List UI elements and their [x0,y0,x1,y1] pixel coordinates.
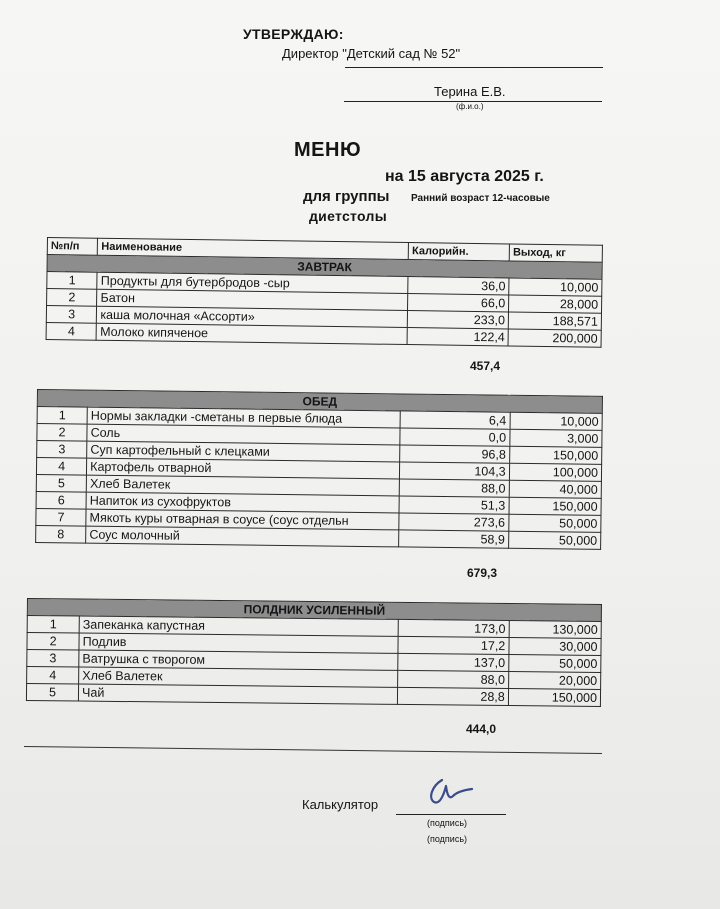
approval-heading: УТВЕРЖДАЮ: [243,26,344,42]
row-yield: 150,000 [508,689,600,707]
row-yield: 10,000 [510,412,603,430]
snack-rows [26,616,601,707]
row-yield: 50,000 [508,531,601,549]
row-number: 3 [46,306,97,324]
breakfast-table [46,237,603,348]
row-number: 7 [36,508,86,526]
section-title-lunch: ОБЕД [37,390,602,414]
row-name: Соль [87,424,400,445]
row-number: 2 [37,424,87,442]
col-header-name: Наименование [98,238,409,259]
row-name: Соус молочный [86,526,399,547]
row-yield: 200,000 [508,329,601,347]
row-number: 1 [27,616,79,634]
row-number: 5 [26,684,78,702]
row-name: Суп картофельный с клецками [87,441,400,462]
row-name: Картофель отварной [87,458,400,479]
breakfast-total: 457,4 [470,359,501,373]
row-name: Хлеб Валетек [86,475,399,496]
row-number: 8 [36,525,86,543]
row-calories: 137,0 [397,653,508,671]
row-number: 4 [46,322,97,340]
row-name: каша молочная «Ассорти» [97,306,408,327]
row-name: Мякоть куры отварная в соусе (соус отдельн [86,509,399,530]
diet-label: диетстолы [309,208,387,224]
director-underline [345,67,603,68]
row-yield: 130,000 [509,621,601,639]
row-number: 2 [27,633,79,651]
row-name: Ватрушка с творогом [79,650,398,670]
row-name: Напиток из сухофруктов [86,492,399,513]
row-calories: 51,3 [399,496,509,514]
lunch-table [35,389,603,550]
row-calories: 36,0 [408,277,509,295]
row-yield: 188,571 [508,312,601,330]
row-name: Хлеб Валетек [79,667,398,687]
group-value: Ранний возраст 12-часовые [411,193,550,204]
page-title: МЕНЮ [294,139,362,161]
section-title-snack: ПОЛДНИК УСИЛЕННЫЙ [27,599,601,622]
director-line-text: Директор "Детский сад № 52" [282,46,461,61]
row-yield: 20,000 [508,672,600,690]
row-calories: 88,0 [397,670,508,688]
row-name: Нормы закладки -сметаны в первые блюда [87,407,400,428]
row-yield: 10,000 [509,278,602,296]
col-header-yield: Выход, кг [509,244,602,262]
signature-caption-2: (подпись) [427,834,468,844]
bottom-divider [24,746,602,754]
row-name: Подлив [79,633,398,653]
lunch-rows [36,407,603,550]
row-yield: 30,000 [509,638,601,656]
row-yield: 150,000 [509,446,602,464]
fio-caption: (ф.и.о.) [456,102,484,111]
signer-name: Терина Е.В. [434,84,506,99]
snack-total: 444,0 [466,722,497,736]
row-number: 3 [27,650,79,668]
row-name: Батон [97,289,408,310]
snack-table [26,598,602,707]
handwritten-signature [420,772,480,812]
row-yield: 100,000 [509,463,602,481]
lunch-total: 679,3 [467,566,498,580]
row-name: Продукты для бутербродов -сыр [97,272,408,293]
row-calories: 28,8 [397,687,508,705]
row-number: 5 [36,474,86,492]
row-yield: 40,000 [509,480,602,498]
row-number: 1 [47,272,98,290]
row-name: Молоко кипяченое [97,323,408,344]
row-calories: 273,6 [399,513,509,531]
row-yield: 50,000 [509,655,601,673]
signature-caption-1: (подпись) [427,818,468,828]
row-number: 6 [36,491,86,509]
calculator-label: Калькулятор [302,797,379,812]
calculator-underline [396,814,506,815]
group-label: для группы [303,188,390,205]
row-calories: 6,4 [400,411,510,429]
row-calories: 96,8 [400,445,510,463]
menu-date: на 15 августа 2025 г. [385,168,544,185]
row-number: 2 [47,289,98,307]
row-calories: 173,0 [398,619,509,637]
col-header-num: №п/п [47,238,98,256]
row-number: 1 [37,407,87,425]
col-header-calories: Калорийн. [408,243,509,261]
row-calories: 88,0 [399,479,509,497]
row-calories: 104,3 [400,462,510,480]
row-number: 3 [37,441,87,459]
row-calories: 66,0 [408,294,509,312]
row-number: 4 [36,458,86,476]
row-name: Запеканка капустная [79,616,398,636]
row-number: 4 [27,667,79,685]
breakfast-rows [46,272,602,348]
row-calories: 233,0 [408,311,509,329]
row-calories: 122,4 [407,328,508,346]
row-yield: 3,000 [509,429,602,447]
row-calories: 0,0 [400,428,510,446]
row-yield: 150,000 [509,497,602,515]
row-calories: 17,2 [398,636,509,654]
row-yield: 50,000 [508,514,601,532]
row-calories: 58,9 [399,530,509,548]
row-name: Чай [79,684,398,704]
section-title-breakfast: ЗАВТРАК [47,255,602,280]
row-yield: 28,000 [509,295,602,313]
